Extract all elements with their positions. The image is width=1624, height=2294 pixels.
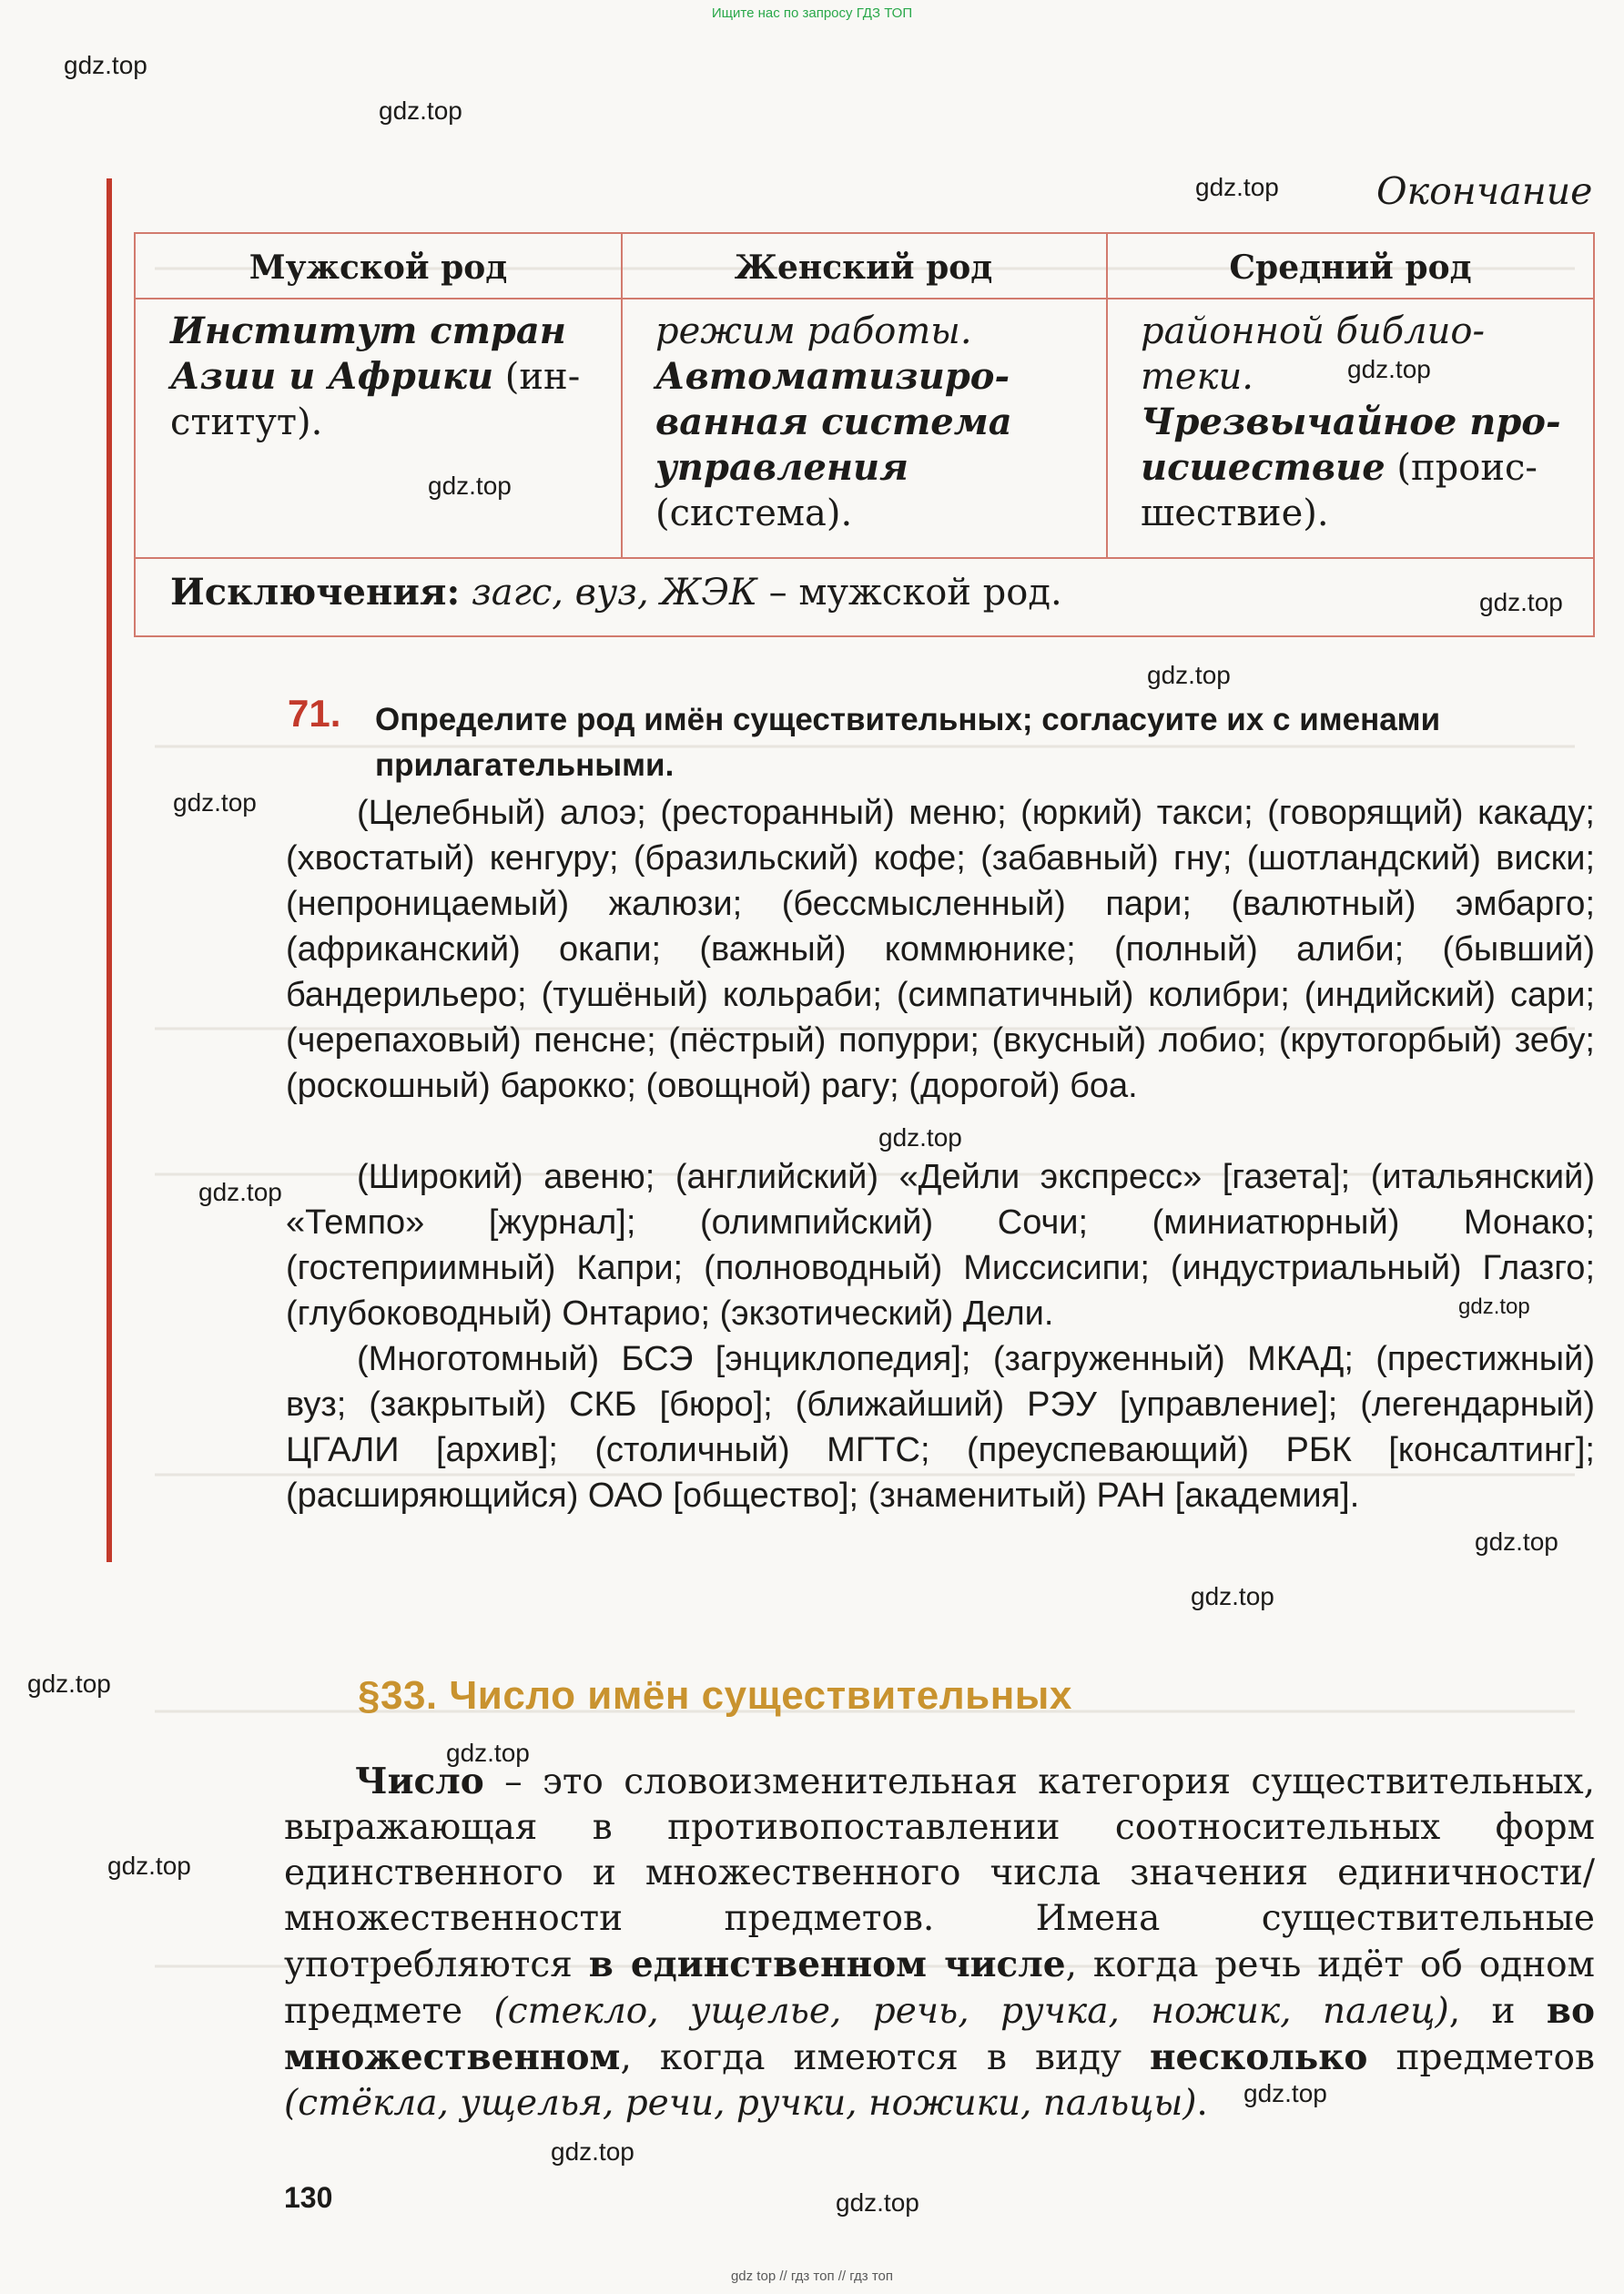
watermark: gdz.top bbox=[428, 472, 512, 500]
table-header: Средний род bbox=[1229, 249, 1472, 287]
top-banner[interactable]: Ищите нас по запросу ГДЗ ТОП bbox=[711, 5, 913, 21]
watermark: gdz.top bbox=[1347, 355, 1431, 383]
exercise-number: 71. bbox=[288, 692, 341, 735]
watermark: gdz.top bbox=[878, 1123, 962, 1152]
watermark: gdz.top bbox=[27, 1670, 111, 1698]
table-exceptions: Исключения: загс, вуз, ЖЭК – мужской род. bbox=[170, 571, 1062, 614]
watermark: gdz.top bbox=[198, 1178, 282, 1206]
watermark: gdz.top bbox=[1458, 1294, 1530, 1319]
watermark: gdz.top bbox=[1243, 2079, 1327, 2107]
watermark: gdz.top bbox=[1479, 588, 1563, 616]
gender-table bbox=[134, 232, 1595, 637]
margin-rule bbox=[107, 178, 112, 1562]
table-cell-masculine: Институт стран Азии и Африки (ин- ститут). bbox=[170, 310, 581, 443]
table-header: Женский род bbox=[734, 249, 993, 287]
section-body: Число – это словоизменительная категория существительных, выражающая в противопоставлении соотносительных форм единственного и множественного числа значения единичности/множественности предметов. Имена существительные употребляются в единственном числе, когда речь идёт об одном предмете (стекло, ущелье, речь, ручка, ножик, палец), и во множественном, когда имеются в виду несколько предметов (стёкла, ущелья, речи, ручки, ножики, пальцы). bbox=[284, 1761, 1596, 2124]
section-title: §33. Число имён существительных bbox=[358, 1673, 1072, 1718]
watermark: gdz.top bbox=[836, 2188, 919, 2217]
watermark: gdz.top bbox=[64, 51, 147, 79]
watermark: gdz.top bbox=[551, 2137, 634, 2166]
exercise-paragraph: (Многотомный) БСЭ [энциклопедия]; (загруженный) МКАД; (престижный) вуз; (закрытый) СКБ [бюро]; (ближайший) РЭУ [управление]; (легендарный) ЦГАЛИ [архив]; (столичный) МГТС; (преуспевающий) РБК [консалтинг]; (расширяющийся) ОАО [общество]; (знаменитый) РАН [академия]. bbox=[286, 1340, 1595, 1515]
watermark: gdz.top bbox=[107, 1852, 191, 1880]
table-continuation-label: Окончание bbox=[1376, 169, 1593, 213]
watermark: gdz.top bbox=[379, 96, 462, 125]
table-header: Мужской род bbox=[249, 249, 508, 287]
watermark: gdz.top bbox=[1475, 1528, 1558, 1556]
watermark: gdz.top bbox=[1191, 1582, 1274, 1610]
page-number: 130 bbox=[284, 2181, 333, 2214]
watermark: gdz.top bbox=[173, 788, 257, 817]
exercise-paragraph: (Широкий) авеню; (английский) «Дейли экспресс» [газета]; (итальянский) «Темпо» [журнал]; (олимпийский) Сочи; (миниатюрный) Монако; (гостеприимный) Капри; (полноводный) Миссисипи; (индустриальный) Глазго; (глубоководный) Онтарио; (экзотический) Дели. bbox=[286, 1158, 1595, 1333]
bottom-banner[interactable]: gdz top // гдз топ // гдз топ bbox=[730, 2269, 894, 2284]
watermark: gdz.top bbox=[1195, 173, 1279, 201]
table-cell-neuter: районной библио- теки. Чрезвычайное про- исшествие (проис- шествие). bbox=[1141, 310, 1561, 534]
exercise-paragraph: (Целебный) алоэ; (ресторанный) меню; (юркий) такси; (говорящий) какаду; (хвостатый) кенгуру; (бразильский) кофе; (забавный) гну; (шотландский) виски; (непроницаемый) жалюзи; (бессмысленный) пари; (валютный) эмбарго; (африканский) окапи; (важный) коммюнике; (полный) алиби; (бывший) бандерильеро; (тушёный) кольраби; (симпатичный) колибри; (индийский) сари; (черепаховый) пенсне; (пёстрый) попурри; (вкусный) лобио; (крутогорбый) зебу; (роскошный) барокко; (овощной) рагу; (дорогой) боа. bbox=[286, 794, 1595, 1105]
watermark: gdz.top bbox=[1147, 661, 1231, 689]
exercise-title: Определите род имён существительных; согласуите их с именами прилагательными. bbox=[375, 702, 1441, 783]
table-cell-feminine: режим работы. Автоматизиро- ванная система управления (система). bbox=[655, 310, 1012, 534]
watermark: gdz.top bbox=[446, 1739, 530, 1767]
